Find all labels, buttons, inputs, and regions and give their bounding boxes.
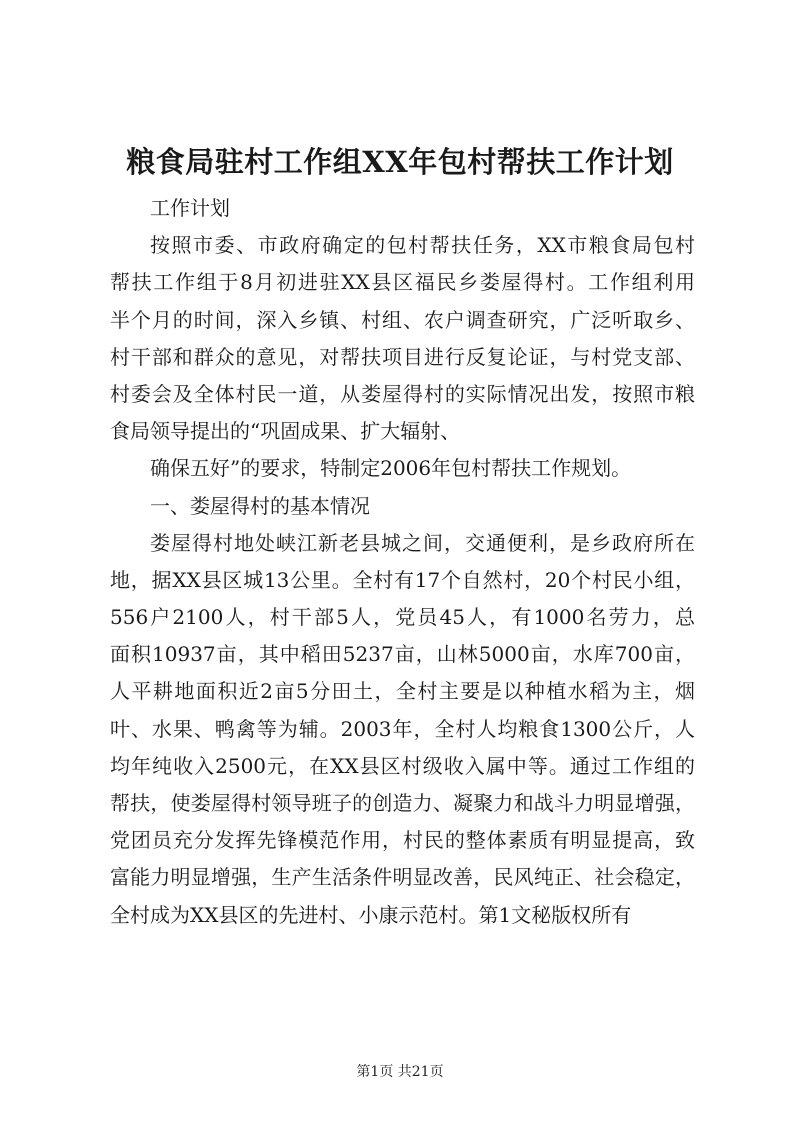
paragraph-line: 均年纯收入2500元，在XX县区村级收入属中等。通过工作组的 xyxy=(110,753,695,778)
paragraph-line: 村干部和群众的意见，对帮扶项目进行反复论证，与村党支部、 xyxy=(110,344,695,369)
paragraph-line: 确保五好”的要求，特制定2006年包村帮扶工作规划。 xyxy=(150,456,632,481)
paragraph-line: 帮扶，使娄屋得村领导班子的创造力、凝聚力和战斗力明显增强， xyxy=(110,791,695,815)
paragraph-line: 地，据XX县区城13公里。全村有17个自然村，20个村民小组， xyxy=(110,567,695,592)
paragraph-line: 娄屋得村地处峡江新老县城之间，交通便利，是乡政府所在 xyxy=(150,530,695,555)
paragraph-line: 党团员充分发挥先锋模范作用，村民的整体素质有明显提高，致 xyxy=(110,828,695,853)
paragraph-line: 按照市委、市政府确定的包村帮扶任务，XX市粮食局包村 xyxy=(150,233,695,258)
paragraph-line: 面积10937亩，其中稻田5237亩，山林5000亩，水库700亩， xyxy=(110,642,695,667)
paragraph-line: 富能力明显增强，生产生活条件明显改善，民风纯正、社会稳定， xyxy=(110,865,695,890)
paragraph-line: 半个月的时间，深入乡镇、村组、农户调查研究，广泛听取乡、 xyxy=(110,307,695,332)
paragraph-line: 人平耕地面积近2亩5分田土，全村主要是以种植水稻为主，烟 xyxy=(110,679,695,704)
section-heading: 一、娄屋得村的基本情况 xyxy=(150,493,370,518)
paragraph-line: 叶、水果、鸭禽等为辅。2003年，全村人均粮食1300公斤，人 xyxy=(110,716,695,741)
paragraph-line: 村委会及全体村民一道，从娄屋得村的实际情况出发，按照市粮 xyxy=(110,381,695,406)
document-title: 粮食局驻村工作组XX年包村帮扶工作计划 xyxy=(126,145,674,179)
document-body xyxy=(110,190,695,934)
page-footer: 第1页 共21页 xyxy=(356,1064,444,1080)
paragraph-line: 食局领导提出的“巩固成果、扩大辐射、 xyxy=(110,419,461,444)
paragraph-line: 全村成为XX县区的先进村、小康示范村。第1文秘版权所有 xyxy=(110,902,632,927)
paragraph-line: 帮扶工作组于8月初进驻XX县区福民乡娄屋得村。工作组利用 xyxy=(110,270,695,295)
paragraph-line: 556户2100人，村干部5人，党员45人，有1000名劳力，总 xyxy=(110,605,695,630)
paragraph-line: 工作计划 xyxy=(150,196,230,220)
